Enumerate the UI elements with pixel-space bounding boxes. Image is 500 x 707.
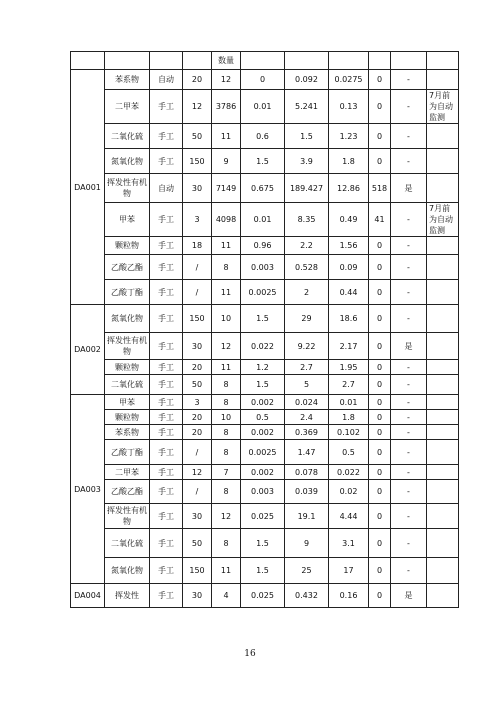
cell-method: 手工	[150, 440, 183, 465]
cell-min-value: 1.5	[241, 558, 285, 584]
cell-exceed-flag: -	[391, 558, 427, 584]
cell-exceed-count: 0	[369, 529, 391, 558]
cell-method: 手工	[150, 305, 183, 333]
cell-exceed-count: 0	[369, 237, 391, 255]
cell-avg-value: 0.01	[329, 395, 369, 410]
cell-exceed-flag: 是	[391, 174, 427, 203]
table-row	[71, 174, 459, 203]
cell-limit: 50	[183, 375, 212, 395]
cell-exceed-flag: -	[391, 237, 427, 255]
cell-method: 手工	[150, 584, 183, 608]
cell-note	[427, 255, 459, 280]
table-row	[71, 70, 459, 90]
cell-limit: 20	[183, 70, 212, 90]
cell-limit: /	[183, 440, 212, 465]
cell-exceed-count: 0	[369, 70, 391, 90]
cell-exceed-flag: -	[391, 360, 427, 375]
cell-count: 8	[212, 395, 241, 410]
cell-exceed-count: 0	[369, 425, 391, 440]
cell-method: 手工	[150, 203, 183, 237]
cell-avg-value: 2.7	[329, 375, 369, 395]
cell-max-value: 29	[285, 305, 329, 333]
cell-max-value: 0.528	[285, 255, 329, 280]
cell-pollutant: 二氧化硫	[105, 375, 150, 395]
cell-pollutant: 挥发性有机物	[105, 174, 150, 203]
cell-count: 12	[212, 504, 241, 529]
cell-exceed-flag: -	[391, 465, 427, 480]
cell-avg-value: 1.95	[329, 360, 369, 375]
cell-pollutant: 苯系物	[105, 70, 150, 90]
cell-limit: 3	[183, 203, 212, 237]
cell-exceed-flag: -	[391, 375, 427, 395]
table-row	[71, 305, 459, 333]
cell-avg-value: 0.02	[329, 480, 369, 504]
cell-exceed-count: 0	[369, 504, 391, 529]
table-row	[71, 237, 459, 255]
cell-max-value: 5	[285, 375, 329, 395]
cell-note	[427, 124, 459, 149]
cell-exceed-flag: 是	[391, 584, 427, 608]
cell-min-value: 0.0025	[241, 440, 285, 465]
cell-pollutant: 甲苯	[105, 203, 150, 237]
cell-method: 手工	[150, 360, 183, 375]
table-row	[71, 480, 459, 504]
page-number: 16	[244, 649, 256, 659]
cell-limit: /	[183, 255, 212, 280]
cell-min-value: 0.5	[241, 410, 285, 425]
cell-limit: 50	[183, 124, 212, 149]
cell-method: 手工	[150, 375, 183, 395]
cell-pollutant: 颗粒物	[105, 237, 150, 255]
outlet-da003: DA003	[71, 395, 105, 584]
cell-exceed-flag: -	[391, 280, 427, 305]
cell-method: 自动	[150, 174, 183, 203]
header-cell-count: 数量	[212, 52, 241, 70]
cell-method: 手工	[150, 237, 183, 255]
cell-note	[427, 70, 459, 90]
cell-avg-value: 0.44	[329, 280, 369, 305]
cell-min-value: 0.675	[241, 174, 285, 203]
cell-count: 7	[212, 465, 241, 480]
cell-min-value: 0.003	[241, 480, 285, 504]
outlet-da004: DA004	[71, 584, 105, 608]
table-row	[71, 440, 459, 465]
cell-min-value: 1.5	[241, 375, 285, 395]
table-row	[71, 149, 459, 174]
cell-avg-value: 0.09	[329, 255, 369, 280]
cell-note	[427, 425, 459, 440]
cell-exceed-count: 0	[369, 90, 391, 124]
header-cell-avg-value	[329, 52, 369, 70]
cell-method: 手工	[150, 255, 183, 280]
cell-exceed-count: 41	[369, 203, 391, 237]
cell-limit: 150	[183, 149, 212, 174]
cell-exceed-flag: -	[391, 395, 427, 410]
cell-limit: /	[183, 280, 212, 305]
cell-exceed-count: 0	[369, 360, 391, 375]
table-row	[71, 90, 459, 124]
cell-pollutant: 颗粒物	[105, 360, 150, 375]
cell-note	[427, 465, 459, 480]
cell-limit: 30	[183, 504, 212, 529]
cell-exceed-count: 0	[369, 124, 391, 149]
cell-max-value: 0.369	[285, 425, 329, 440]
cell-max-value: 3.9	[285, 149, 329, 174]
cell-exceed-count: 0	[369, 558, 391, 584]
cell-exceed-flag: -	[391, 410, 427, 425]
cell-max-value: 2	[285, 280, 329, 305]
cell-exceed-count: 0	[369, 280, 391, 305]
cell-exceed-flag: -	[391, 529, 427, 558]
cell-exceed-flag: -	[391, 149, 427, 174]
cell-note: 7月前为自动监测	[427, 90, 459, 124]
cell-note	[427, 174, 459, 203]
table-row	[71, 333, 459, 360]
cell-avg-value: 0.5	[329, 440, 369, 465]
cell-method: 手工	[150, 124, 183, 149]
cell-note	[427, 529, 459, 558]
cell-max-value: 0.078	[285, 465, 329, 480]
cell-max-value: 1.5	[285, 124, 329, 149]
cell-limit: 12	[183, 465, 212, 480]
cell-pollutant: 挥发性有机物	[105, 333, 150, 360]
cell-avg-value: 0.49	[329, 203, 369, 237]
cell-max-value: 25	[285, 558, 329, 584]
table-body	[71, 52, 459, 608]
cell-exceed-flag: 是	[391, 333, 427, 360]
cell-count: 11	[212, 280, 241, 305]
cell-pollutant: 二氧化硫	[105, 124, 150, 149]
cell-avg-value: 2.17	[329, 333, 369, 360]
cell-avg-value: 1.8	[329, 149, 369, 174]
cell-avg-value: 0.022	[329, 465, 369, 480]
cell-method: 手工	[150, 465, 183, 480]
cell-exceed-count: 0	[369, 465, 391, 480]
table-row	[71, 504, 459, 529]
cell-avg-value: 18.6	[329, 305, 369, 333]
cell-method: 手工	[150, 410, 183, 425]
cell-exceed-flag: -	[391, 90, 427, 124]
table-row	[71, 360, 459, 375]
cell-pollutant: 乙酸丁酯	[105, 440, 150, 465]
cell-exceed-count: 0	[369, 375, 391, 395]
cell-method: 手工	[150, 280, 183, 305]
cell-exceed-flag: -	[391, 425, 427, 440]
cell-min-value: 0.025	[241, 584, 285, 608]
cell-count: 8	[212, 529, 241, 558]
cell-min-value: 0.01	[241, 203, 285, 237]
cell-pollutant: 二氧化硫	[105, 529, 150, 558]
table-row	[71, 529, 459, 558]
cell-limit: /	[183, 480, 212, 504]
cell-count: 8	[212, 425, 241, 440]
cell-max-value: 1.47	[285, 440, 329, 465]
cell-max-value: 8.35	[285, 203, 329, 237]
cell-max-value: 9.22	[285, 333, 329, 360]
cell-note	[427, 237, 459, 255]
cell-exceed-count: 0	[369, 333, 391, 360]
table-row	[71, 558, 459, 584]
cell-limit: 20	[183, 360, 212, 375]
cell-exceed-flag: -	[391, 305, 427, 333]
cell-min-value: 1.5	[241, 305, 285, 333]
table-row	[71, 395, 459, 410]
cell-max-value: 2.4	[285, 410, 329, 425]
cell-method: 自动	[150, 70, 183, 90]
cell-max-value: 0.092	[285, 70, 329, 90]
header-cell-limit	[183, 52, 212, 70]
cell-exceed-flag: -	[391, 124, 427, 149]
cell-note	[427, 584, 459, 608]
cell-note	[427, 280, 459, 305]
cell-method: 手工	[150, 90, 183, 124]
cell-pollutant: 乙酸乙酯	[105, 255, 150, 280]
cell-pollutant: 挥发性有机物	[105, 504, 150, 529]
cell-avg-value: 0.0275	[329, 70, 369, 90]
cell-pollutant: 氮氧化物	[105, 305, 150, 333]
cell-exceed-count: 0	[369, 305, 391, 333]
cell-exceed-count: 0	[369, 410, 391, 425]
cell-count: 11	[212, 360, 241, 375]
cell-min-value: 0.002	[241, 465, 285, 480]
cell-note	[427, 395, 459, 410]
cell-avg-value: 1.8	[329, 410, 369, 425]
cell-limit: 30	[183, 333, 212, 360]
table-row	[71, 465, 459, 480]
cell-exceed-count: 518	[369, 174, 391, 203]
cell-note	[427, 149, 459, 174]
cell-limit: 150	[183, 305, 212, 333]
cell-exceed-count: 0	[369, 149, 391, 174]
cell-count: 11	[212, 558, 241, 584]
cell-max-value: 19.1	[285, 504, 329, 529]
cell-count: 10	[212, 305, 241, 333]
cell-min-value: 0.96	[241, 237, 285, 255]
cell-note	[427, 558, 459, 584]
cell-count: 9	[212, 149, 241, 174]
cell-max-value: 2.2	[285, 237, 329, 255]
cell-count: 8	[212, 375, 241, 395]
cell-method: 手工	[150, 149, 183, 174]
header-cell-max-value	[285, 52, 329, 70]
cell-avg-value: 1.23	[329, 124, 369, 149]
cell-max-value: 5.241	[285, 90, 329, 124]
table-header-row	[71, 52, 459, 70]
cell-min-value: 0.003	[241, 255, 285, 280]
cell-max-value: 9	[285, 529, 329, 558]
cell-count: 12	[212, 70, 241, 90]
cell-min-value: 0.002	[241, 395, 285, 410]
cell-exceed-flag: -	[391, 504, 427, 529]
table-row	[71, 280, 459, 305]
cell-max-value: 0.432	[285, 584, 329, 608]
header-cell-pollutant	[105, 52, 150, 70]
cell-note	[427, 375, 459, 395]
cell-pollutant: 氮氧化物	[105, 149, 150, 174]
cell-max-value: 0.039	[285, 480, 329, 504]
cell-min-value: 0.01	[241, 90, 285, 124]
cell-pollutant: 二甲苯	[105, 465, 150, 480]
table-row	[71, 255, 459, 280]
cell-exceed-count: 0	[369, 255, 391, 280]
cell-limit: 30	[183, 584, 212, 608]
cell-count: 4098	[212, 203, 241, 237]
cell-count: 4	[212, 584, 241, 608]
header-cell-min-value	[241, 52, 285, 70]
cell-min-value: 0.0025	[241, 280, 285, 305]
cell-pollutant: 乙酸丁酯	[105, 280, 150, 305]
cell-note: 7月前为自动监测	[427, 203, 459, 237]
cell-exceed-count: 0	[369, 395, 391, 410]
cell-avg-value: 1.56	[329, 237, 369, 255]
table-row	[71, 203, 459, 237]
cell-max-value: 2.7	[285, 360, 329, 375]
cell-note	[427, 480, 459, 504]
outlet-da002: DA002	[71, 305, 105, 395]
cell-limit: 30	[183, 174, 212, 203]
cell-limit: 150	[183, 558, 212, 584]
outlet-da001: DA001	[71, 70, 105, 305]
cell-pollutant: 苯系物	[105, 425, 150, 440]
cell-min-value: 1.5	[241, 529, 285, 558]
cell-note	[427, 305, 459, 333]
cell-min-value: 0.002	[241, 425, 285, 440]
table-row	[71, 375, 459, 395]
cell-avg-value: 0.102	[329, 425, 369, 440]
cell-avg-value: 4.44	[329, 504, 369, 529]
cell-pollutant: 挥发性	[105, 584, 150, 608]
cell-exceed-flag: -	[391, 70, 427, 90]
cell-note	[427, 504, 459, 529]
cell-exceed-flag: -	[391, 440, 427, 465]
cell-min-value: 0.022	[241, 333, 285, 360]
cell-count: 8	[212, 480, 241, 504]
header-cell-exceed-count	[369, 52, 391, 70]
cell-method: 手工	[150, 558, 183, 584]
cell-count: 10	[212, 410, 241, 425]
cell-pollutant: 二甲苯	[105, 90, 150, 124]
cell-limit: 12	[183, 90, 212, 124]
header-cell-outlet	[71, 52, 105, 70]
cell-note	[427, 410, 459, 425]
cell-min-value: 0	[241, 70, 285, 90]
cell-count: 8	[212, 440, 241, 465]
cell-exceed-flag: -	[391, 203, 427, 237]
cell-avg-value: 3.1	[329, 529, 369, 558]
table-row	[71, 124, 459, 149]
cell-max-value: 0.024	[285, 395, 329, 410]
cell-min-value: 1.5	[241, 149, 285, 174]
cell-exceed-flag: -	[391, 480, 427, 504]
cell-exceed-count: 0	[369, 584, 391, 608]
cell-min-value: 0.6	[241, 124, 285, 149]
cell-avg-value: 0.13	[329, 90, 369, 124]
cell-avg-value: 0.16	[329, 584, 369, 608]
cell-count: 8	[212, 255, 241, 280]
cell-pollutant: 颗粒物	[105, 410, 150, 425]
monitoring-data-table	[70, 51, 459, 608]
cell-count: 12	[212, 333, 241, 360]
header-cell-method	[150, 52, 183, 70]
cell-method: 手工	[150, 333, 183, 360]
cell-note	[427, 360, 459, 375]
cell-exceed-flag: -	[391, 255, 427, 280]
cell-method: 手工	[150, 425, 183, 440]
cell-method: 手工	[150, 480, 183, 504]
cell-pollutant: 氮氧化物	[105, 558, 150, 584]
cell-method: 手工	[150, 395, 183, 410]
cell-max-value: 189.427	[285, 174, 329, 203]
cell-avg-value: 12.86	[329, 174, 369, 203]
cell-limit: 50	[183, 529, 212, 558]
table-row	[71, 425, 459, 440]
cell-method: 手工	[150, 504, 183, 529]
cell-limit: 20	[183, 410, 212, 425]
cell-count: 11	[212, 237, 241, 255]
header-cell-note	[427, 52, 459, 70]
cell-avg-value: 17	[329, 558, 369, 584]
cell-min-value: 0.025	[241, 504, 285, 529]
cell-count: 7149	[212, 174, 241, 203]
cell-method: 手工	[150, 529, 183, 558]
cell-note	[427, 440, 459, 465]
cell-limit: 3	[183, 395, 212, 410]
table-row	[71, 410, 459, 425]
cell-count: 3786	[212, 90, 241, 124]
table-row	[71, 584, 459, 608]
cell-pollutant: 乙酸乙酯	[105, 480, 150, 504]
cell-limit: 18	[183, 237, 212, 255]
cell-min-value: 1.2	[241, 360, 285, 375]
cell-note	[427, 333, 459, 360]
cell-limit: 20	[183, 425, 212, 440]
cell-exceed-count: 0	[369, 440, 391, 465]
cell-pollutant: 甲苯	[105, 395, 150, 410]
cell-count: 11	[212, 124, 241, 149]
cell-exceed-count: 0	[369, 480, 391, 504]
header-cell-exceed-flag	[391, 52, 427, 70]
